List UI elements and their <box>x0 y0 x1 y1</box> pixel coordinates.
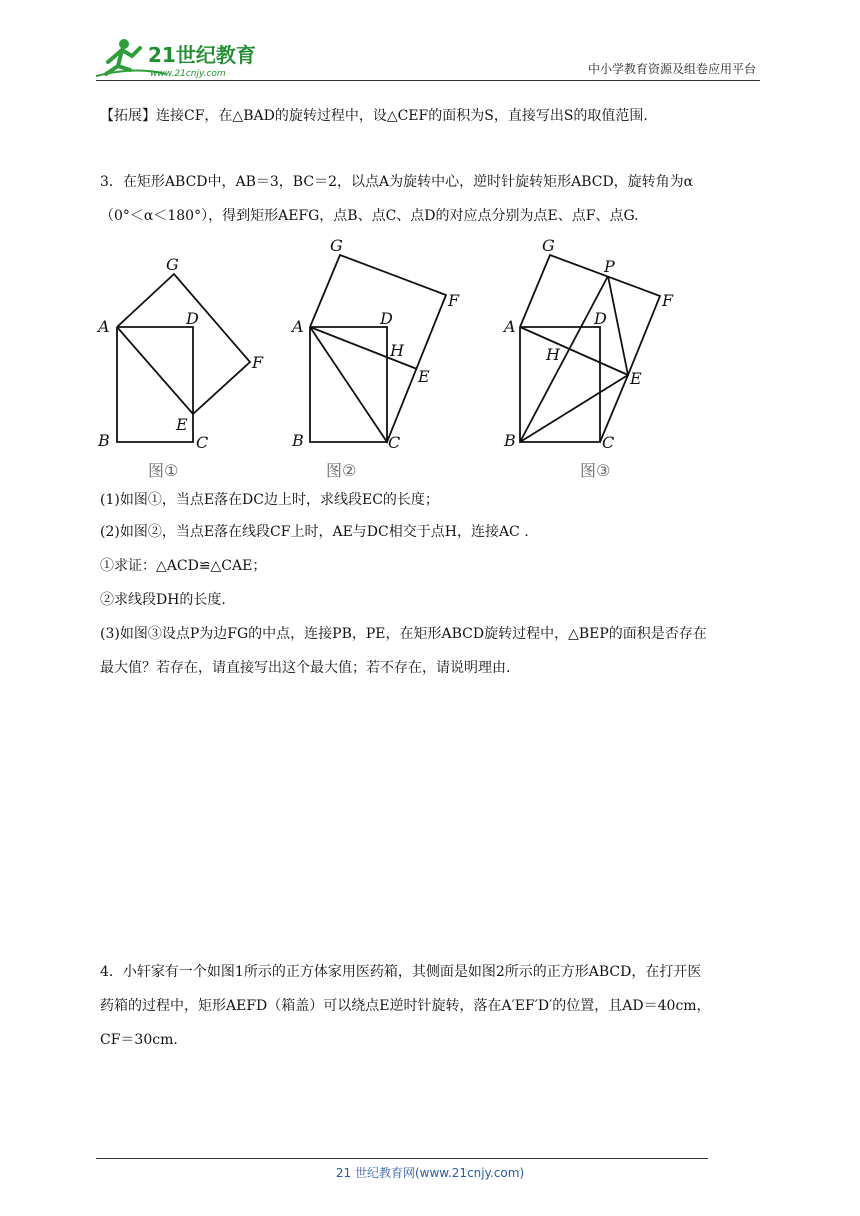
fig1-label-C: C <box>196 433 209 452</box>
q4-line-1: 4．小轩家有一个如图1所示的正方体家用医药箱，其侧面是如图2所示的正方形ABCD，在打开医 <box>100 964 702 980</box>
q3-part-2: (2)如图②，当点E落在线段CF上时，AE与DC相交于点H，连接AC . <box>100 524 529 540</box>
extension-paragraph: 【拓展】连接CF，在△BAD的旋转过程中，设△CEF的面积为S，直接写出S的取值范围. <box>100 108 648 124</box>
fig3-caption: 图③ <box>580 461 611 480</box>
fig3-segment-pe <box>608 276 628 375</box>
fig3-label-H: H <box>546 345 560 364</box>
fig3-segment-be <box>520 375 628 442</box>
fig2-label-B: B <box>292 431 304 450</box>
fig2-label-D: D <box>380 309 393 328</box>
q4-line-2: 药箱的过程中，矩形AEFD（箱盖）可以绕点E逆时针旋转，落在A′EF′D′的位置，且AD＝40cm， <box>100 998 711 1014</box>
fig3-segment-bp <box>520 276 608 442</box>
q3-line-2: （0°＜α＜180°），得到矩形AEFG，点B、点C、点D的对应点分别为点E、点F、点G. <box>100 208 639 224</box>
fig2-label-A: A <box>292 317 304 336</box>
fig2-rect-aefg <box>310 255 446 442</box>
q3-part-1: (1)如图①，当点E落在DC边上时，求线段EC的长度； <box>100 492 439 508</box>
q3-part-3-line-1: (3)如图③设点P为边FG的中点，连接PB，PE，在矩形ABCD旋转过程中，△BEP的面积是否存在 <box>100 626 707 642</box>
logo-text: 21世纪教育 <box>148 43 256 67</box>
q4-line-3: CF＝30cm. <box>100 1032 178 1048</box>
fig1-rect-aefg <box>117 274 250 414</box>
fig3-label-P: P <box>604 257 615 276</box>
fig3-label-D: D <box>594 309 607 328</box>
figure-3 <box>500 236 700 486</box>
fig1-label-A: A <box>98 317 110 336</box>
fig3-label-F: F <box>662 291 674 310</box>
fig1-label-G: G <box>166 255 179 274</box>
figure-2 <box>290 236 480 486</box>
fig2-caption: 图② <box>326 461 357 480</box>
header-divider <box>96 80 760 81</box>
fig1-label-F: F <box>252 353 264 372</box>
fig3-label-G: G <box>542 236 555 255</box>
q3-part-2b: ②求线段DH的长度. <box>100 592 226 608</box>
logo-url: www.21cnjy.com <box>150 69 226 79</box>
fig3-label-E: E <box>630 369 642 388</box>
figure-1 <box>96 236 276 486</box>
fig2-label-G: G <box>330 236 343 255</box>
q3-line-1: 3．在矩形ABCD中，AB＝3，BC＝2，以点A为旋转中心，逆时针旋转矩形ABCD，旋转角为α <box>100 174 694 190</box>
site-logo <box>96 36 266 80</box>
fig1-label-B: B <box>98 431 110 450</box>
fig3-label-A: A <box>504 317 516 336</box>
fig1-label-D: D <box>186 309 199 328</box>
fig3-label-B: B <box>504 431 516 450</box>
q3-part-2a: ①求证：△ACD≌△CAE； <box>100 558 267 574</box>
header-platform-text: 中小学教育资源及组卷应用平台 <box>587 62 756 76</box>
fig1-caption: 图① <box>148 461 179 480</box>
fig3-segment-ec <box>600 375 628 442</box>
q3-part-3-line-2: 最大值？若存在，请直接写出这个最大值；若不存在，请说明理由. <box>100 660 511 676</box>
fig2-label-H: H <box>390 341 404 360</box>
fig2-label-E: E <box>418 367 430 386</box>
footer-site-link[interactable]: 21 世纪教育网(www.21cnjy.com) <box>335 1166 525 1180</box>
fig2-label-F: F <box>448 291 460 310</box>
fig1-label-E: E <box>176 415 188 434</box>
fig3-label-C: C <box>602 433 615 452</box>
fig3-rect-aefg <box>520 255 660 375</box>
fig2-label-C: C <box>388 433 401 452</box>
footer-divider <box>96 1158 708 1159</box>
